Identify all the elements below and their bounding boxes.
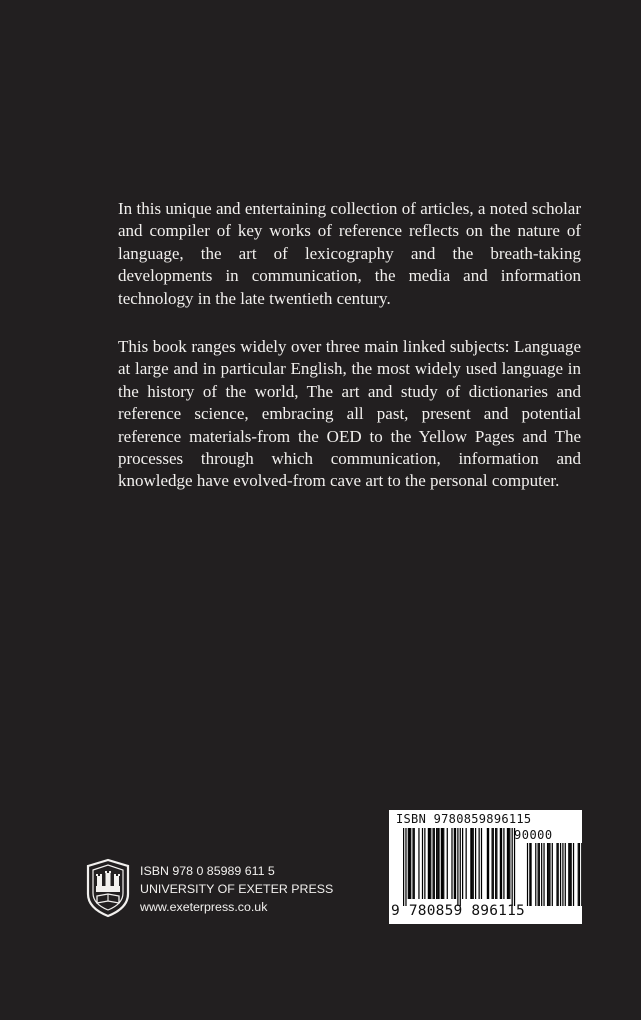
barcode-addon-bar [539, 843, 540, 906]
barcode-addon-bar [573, 843, 574, 906]
blurb-paragraph-1: In this unique and entertaining collection of articles, a noted scholar and compiler of key works of reference reflects on the nature of language, the art of lexicography and the breath-taking developments in communication, the media and information technology in the late twentieth century. [118, 199, 581, 308]
barcode-bar [470, 828, 471, 899]
barcode-bar [509, 828, 510, 899]
barcode-addon-bar [547, 843, 548, 906]
barcode-addon-bar [558, 843, 559, 906]
barcode-bar [433, 828, 434, 899]
barcode-human-readable: 9 780859 896115 [391, 903, 525, 919]
barcode-addon-bar [569, 843, 570, 906]
publisher-block [86, 858, 376, 928]
barcode-bar [409, 828, 410, 899]
barcode-isbn-header: ISBN 9780859896115 [396, 812, 532, 826]
barcode-bar [496, 828, 497, 899]
barcode-bar [438, 828, 439, 899]
barcode-bar [487, 828, 488, 899]
barcode-bar [403, 828, 404, 906]
barcode-bar [488, 828, 489, 899]
barcode-bar [466, 828, 467, 899]
barcode-addon-digits: 90000 [514, 828, 553, 842]
barcode-bar [430, 828, 431, 899]
barcode-bar [405, 828, 406, 906]
barcode-addon-bar [527, 843, 528, 906]
barcode-addon-bar [568, 843, 569, 906]
barcode-addon-bar [552, 843, 553, 906]
publisher-website: www.exeterpress.co.uk [140, 900, 268, 914]
barcode-addon-bar [560, 843, 561, 906]
barcode-bar [462, 828, 463, 899]
barcode-bar [460, 828, 461, 906]
barcode-bar [500, 828, 501, 899]
barcode-bar [475, 828, 476, 899]
publisher-text [140, 862, 333, 916]
barcode-bar [512, 828, 513, 906]
barcode-addon-bar [556, 843, 557, 906]
barcode-addon-bar [538, 843, 539, 906]
barcode-bar [451, 828, 452, 899]
barcode-bar [410, 828, 411, 899]
barcode-bar [471, 828, 472, 899]
barcode-addon-bar [581, 843, 582, 906]
barcode-bar [437, 828, 438, 899]
barcode-bar [441, 828, 442, 899]
barcode-addon-bar [535, 843, 536, 906]
barcode-bar [492, 828, 493, 899]
barcode-bar [418, 828, 419, 899]
barcode-bar [442, 828, 443, 899]
barcode-bar [429, 828, 430, 899]
barcode-bar [454, 828, 455, 899]
barcode-bar [443, 828, 444, 899]
barcode-bar [414, 828, 415, 899]
barcode-bar [436, 828, 437, 899]
barcode-addon-bar [529, 843, 530, 906]
publisher-name: UNIVERSITY OF EXETER PRESS [140, 882, 334, 896]
barcode-bar [412, 828, 413, 899]
barcode-bar [422, 828, 423, 899]
barcode-addon-bar [541, 843, 542, 906]
barcode-bar [473, 828, 474, 899]
barcode-bar [481, 828, 482, 899]
barcode-bar [503, 828, 504, 899]
isbn-barcode-panel [389, 810, 582, 924]
publisher-isbn: ISBN 978 0 85989 611 5 [140, 864, 275, 878]
barcode-bar [455, 828, 456, 899]
barcode-addon-bar [549, 843, 550, 906]
barcode-bar [434, 828, 435, 899]
barcode-bar [424, 828, 425, 899]
barcode-addon-bar [565, 843, 566, 906]
barcode-addon-bar [543, 843, 544, 906]
barcode-bar [479, 828, 480, 899]
barcode-bar [507, 828, 508, 899]
barcode-addon-bar [579, 843, 580, 906]
blurb-paragraph-2: This book ranges widely over three main linked subjects: Language at large and in particular English, the most widely used language in the history of the world, The art and study of dictionaries and reference science, embracing all past, present and potential reference materials-from the OED to the Yellow Pages and The processes through which communication, information and knowledge have evolved-from cave art to the personal computer. [118, 337, 581, 491]
back-cover-blurb [118, 198, 581, 519]
barcode-addon-bar [571, 843, 572, 906]
barcode-bar [501, 828, 502, 899]
barcode-addon-bar [562, 843, 563, 906]
barcode-addon-bar [530, 843, 531, 906]
barcode-addon-bar [548, 843, 549, 906]
barcode-bar [428, 828, 429, 899]
barcode-bar [408, 828, 409, 899]
exeter-crest-icon [86, 858, 130, 918]
barcode-bar [447, 828, 448, 899]
barcode-bar [493, 828, 494, 899]
barcode-bar [495, 828, 496, 899]
barcode-bar [457, 828, 458, 906]
barcode-bar [508, 828, 509, 899]
barcode-addon-bar [578, 843, 579, 906]
